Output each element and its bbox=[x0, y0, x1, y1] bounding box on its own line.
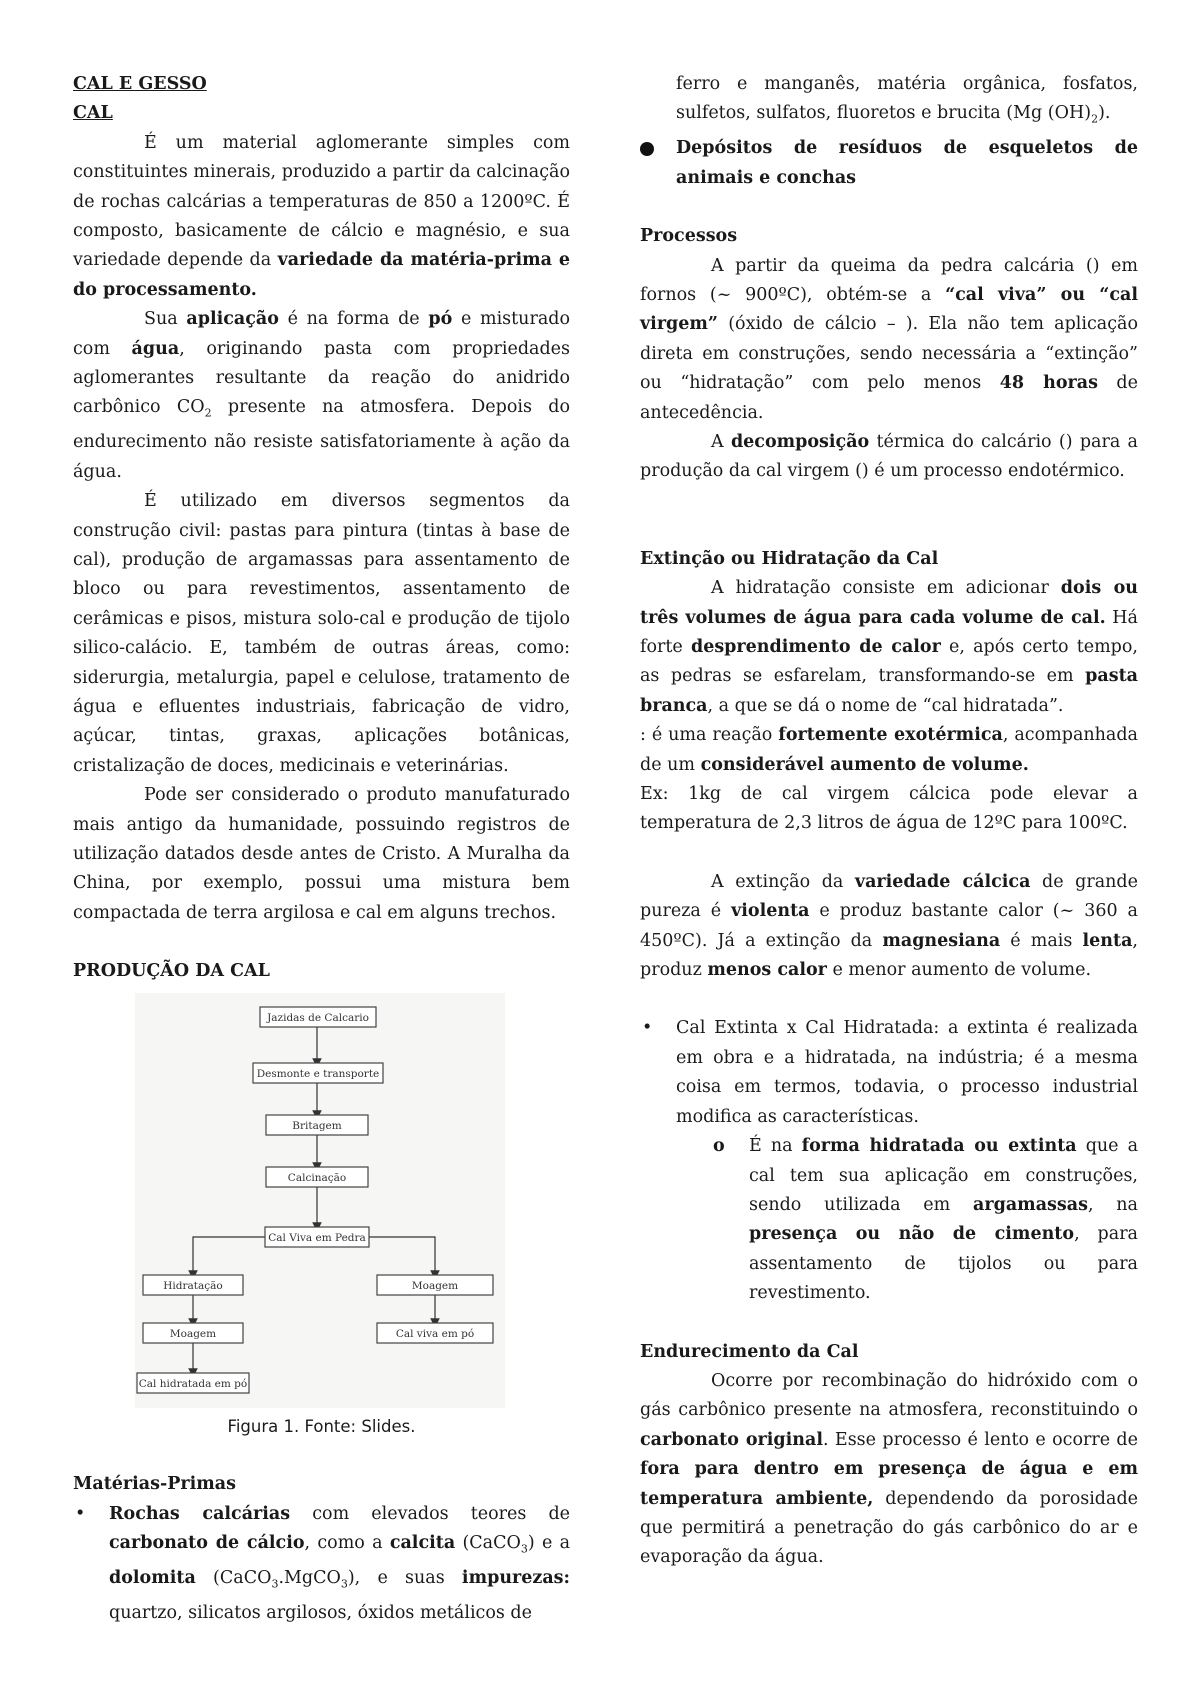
cal-extinta-list bbox=[640, 1014, 1138, 1132]
flow-box-cal-hidratada-po: Cal hidratada em pó bbox=[138, 1377, 248, 1390]
paragraph-processos-2: A decomposição térmica do calcário () para a produção da cal virgem () é um processo endotérmico. bbox=[640, 431, 1138, 482]
section-title-producao: PRODUÇÃO DA CAL bbox=[73, 961, 270, 982]
flow-box-britagem: Britagem bbox=[292, 1119, 342, 1132]
flow-box-moagem-right: Moagem bbox=[411, 1279, 459, 1292]
cal-extinta-sublist bbox=[640, 1132, 1138, 1308]
doc-title: CAL E GESSO bbox=[73, 74, 207, 94]
flow-box-cal-viva-po: Cal viva em pó bbox=[395, 1327, 475, 1340]
list-item: • Cal Extinta x Cal Hidratada: a extinta é realizada em obra e a hidratada, na indústria; é a mesma coisa em termos, todavia, o processo industrial modifica as características. bbox=[640, 1014, 1138, 1132]
paragraph-extincao-example: Ex: 1kg de cal virgem cálcica pode elevar a temperatura de 2,3 litros de água de 12ºC para 100ºC. bbox=[640, 784, 1138, 834]
list-item: o É na forma hidratada ou extinta que a cal tem sua aplicação em construções, sendo utilizada em argamassas, na presença ou não de cimento, para assentamento de tijolos ou para revestimento. bbox=[640, 1132, 1138, 1308]
materias-list bbox=[73, 1500, 570, 1629]
flow-box-desmonte: Desmonte e transporte bbox=[256, 1067, 380, 1080]
paragraph-processos-1: A partir da queima da pedra calcária () em fornos (~ 900ºC), obtém-se a “cal viva” ou “cal virgem” (óxido de cálcio – ). Ela não tem aplicação direta em construções, sendo necessária a “extinção” ou “hidratação” com pelo menos 48 horas de antecedência. bbox=[640, 255, 1138, 423]
paragraph-history: Pode ser considerado o produto manufaturado mais antigo da humanidade, possuindo registros de utilização datados desde antes de Cristo. A Muralha da China, por exemplo, possui uma mistura bem compactada de terra argilosa e cal em alguns trechos. bbox=[73, 785, 570, 923]
bullet-icon bbox=[640, 142, 654, 156]
section-title-endurecimento: Endurecimento da Cal bbox=[640, 1341, 859, 1362]
paragraph-extincao-2: : é uma reação fortemente exotérmica, acompanhada de um considerável aumento de volume. bbox=[640, 725, 1138, 775]
bullet-icon: • bbox=[75, 1503, 86, 1524]
figure-caption: Figura 1. Fonte: Slides. bbox=[227, 1416, 416, 1436]
section-title-extincao: Extinção ou Hidratação da Cal bbox=[640, 548, 939, 569]
right-column bbox=[640, 70, 1138, 1573]
flow-box-calcinacao: Calcinação bbox=[287, 1171, 347, 1184]
materias-list-2 bbox=[640, 134, 1138, 193]
flow-box-jazidas: Jazidas de Calcario bbox=[267, 1011, 369, 1024]
section-title-cal: CAL bbox=[73, 103, 113, 124]
list-item: • Rochas calcárias com elevados teores de carbonato de cálcio, como a calcita (CaCO$_3$) e a dolomita (CaCO$_3$.MgCO$_3$), e suas impurezas: quartzo, silicatos argilosos, óxidos metálicos de bbox=[73, 1500, 570, 1629]
sub-bullet-icon: o bbox=[713, 1136, 725, 1157]
materias-continuation: ferro e manganês, matéria orgânica, fosfatos, sulfetos, sulfatos, fluoretos e brucita (Mg $(OH)_2$). bbox=[676, 74, 1138, 126]
bullet-icon: • bbox=[642, 1018, 653, 1039]
production-flowchart bbox=[135, 993, 505, 1408]
paragraph-definition: É um material aglomerante simples com constituintes minerais, produzido a partir da calcinação de rochas calcárias a temperaturas de 850 a 1200ºC. É composto, basicamente de cálcio e magnésio, e sua variedade depende da variedade da matéria-prima e do processamento. bbox=[73, 132, 570, 300]
left-column bbox=[73, 70, 570, 1628]
paragraph-uses: É utilizado em diversos segmentos da construção civil: pastas para pintura (tintas à base de cal), produção de argamassas para assentamento de bloco ou para revestimentos, assentamento de cerâmicas e pisos, mistura solo-cal e produção de tijolo silico-calácio. E, também de outras áreas, como: siderurgia, metalurgia, papel e celulose, tratamento de água e efluentes industriais, fabricação de vidro, açúcar, tintas, graxas, aplicações botânicas, cristalização de doces, medicinais e veterinárias. bbox=[73, 491, 570, 776]
flow-box-hidratacao: Hidratação bbox=[163, 1279, 223, 1292]
paragraph-extincao-1: A hidratação consiste em adicionar dois ou três volumes de água para cada volume de cal. Há forte desprendimento de calor e, após certo tempo, as pedras se esfarelam, transformando-se em pasta branca, a que se dá o nome de “cal hidratada”. bbox=[640, 578, 1138, 716]
paragraph-application: Sua aplicação é na forma de pó e misturado com água, originando pasta com propriedades aglomerantes resultante da reação do anidrido carbônico $CO_2$ presente na atmosfera. Depois do endurecimento não resiste satisfatoriamente à ação da água. bbox=[73, 309, 571, 482]
section-title-processos: Processos bbox=[640, 226, 738, 247]
flow-box-moagem-left: Moagem bbox=[169, 1327, 217, 1340]
paragraph-extincao-3: A extinção da variedade cálcica de grande pureza é violenta e produz bastante calor (~ 360 a 450ºC). Já a extinção da magnesiana é mais lenta, produz menos calor e menor aumento de volume. bbox=[640, 871, 1138, 981]
list-item: Depósitos de resíduos de esqueletos de animais e conchas bbox=[640, 134, 1138, 193]
section-title-materias: Matérias-Primas bbox=[73, 1474, 236, 1495]
flowchart-svg bbox=[135, 993, 505, 1408]
flow-box-cal-viva-pedra: Cal Viva em Pedra bbox=[268, 1231, 366, 1244]
paragraph-endurecimento: Ocorre por recombinação do hidróxido com o gás carbônico presente na atmosfera, reconstituindo o carbonato original. Esse processo é lento e ocorre de fora para dentro em presença de água e em temperatura ambiente, dependendo da porosidade que permitirá a penetração do gás carbônico do ar e evaporação da água. bbox=[640, 1370, 1139, 1568]
